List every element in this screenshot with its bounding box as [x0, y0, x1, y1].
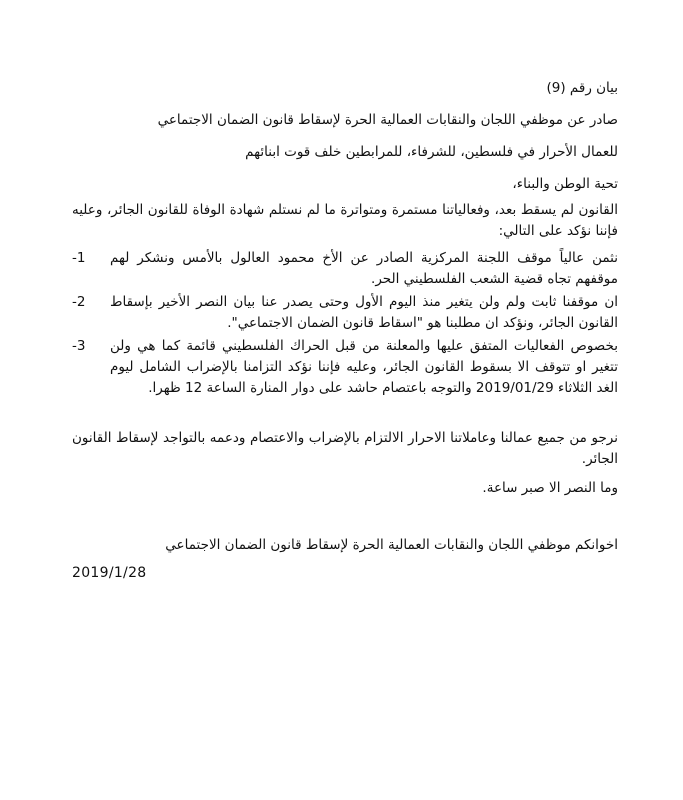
statement-number: بيان رقم (9): [546, 80, 618, 96]
statement-body: [72, 0, 618, 800]
list-item-text: بخصوص الفعاليات المتفق عليها والمعلنة من قبل الحراك الفلسطيني قائمة كما هي ولن تتغير او تتوقف الا بسقوط القانون الجائر، وعليه فإننا نؤكد التزامنا بالإضراب الشامل ليوم الغد الثلاثاء 2019/01/29 والتوجه باعتصام حاشد على دوار المنارة الساعة 12 ظهرا.: [110, 338, 618, 396]
signature-line: اخوانكم موظفي اللجان والنقابات العمالية الحرة لإسقاط قانون الضمان الاجتماعي: [165, 537, 618, 553]
greeting-line: تحية الوطن والبناء،: [512, 176, 618, 192]
list-item: [72, 248, 618, 290]
list-item-number: -3: [72, 338, 86, 354]
list-item: [72, 336, 618, 399]
closing-line: وما النصر الا صبر ساعة.: [482, 480, 618, 496]
document-date: 2019/1/28: [72, 565, 147, 581]
list-item-number: -1: [72, 250, 86, 266]
issuer-line: صادر عن موظفي اللجان والنقابات العمالية الحرة لإسقاط قانون الضمان الاجتماعي: [157, 112, 618, 128]
appeal-paragraph: نرجو من جميع عمالنا وعاملاتنا الاحرار الالتزام بالإضراب والاعتصام ودعمه بالتواجد لإسقاط القانون الجائر.: [72, 430, 618, 467]
list-item-number: -2: [72, 294, 86, 310]
list-item-text: ان موقفنا ثابت ولم ولن يتغير منذ اليوم الأول وحتى يصدر عنا بيان النصر الأخير بإسقاط القانون الجائر، ونؤكد ان مطلبنا هو "اسقاط قانون الضمان الاجتماعي".: [110, 294, 618, 331]
addressees-line: للعمال الأحرار في فلسطين، للشرفاء، للمرابطين خلف قوت ابنائهم: [245, 144, 618, 160]
list-item-text: نثمن عالياً موقف اللجنة المركزية الصادر عن الأخ محمود العالول بالأمس ونشكر لهم موقفهم تجاه قضية الشعب الفلسطيني الحر.: [110, 250, 618, 287]
intro-paragraph: القانون لم يسقط بعد، وفعالياتنا مستمرة ومتواترة ما لم نستلم شهادة الوفاة للقانون الجائر، وعليه فإننا نؤكد على التالي:: [72, 202, 618, 239]
list-item: [72, 292, 618, 334]
